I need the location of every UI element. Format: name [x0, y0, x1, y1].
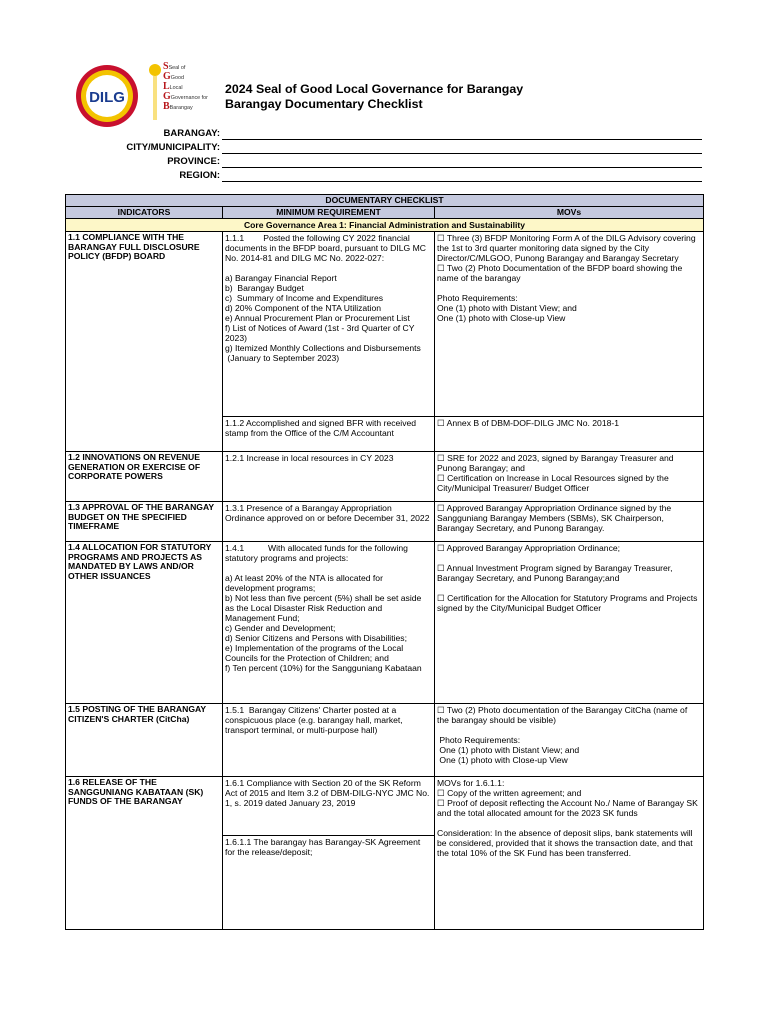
table-row: [66, 777, 704, 930]
sglgb-logo: [145, 62, 225, 124]
movs-cell: ☐ Two (2) Photo documentation of the Barangay CitCha (name of the barangay should be visible) Photo Requirements: One (1) photo with Distant View; and One (1) photo with Close-up View: [435, 704, 704, 777]
column-header-movs: MOVs: [435, 207, 704, 219]
table-row: [66, 704, 704, 777]
title-block: [225, 82, 523, 112]
indicator-cell: 1.5 POSTING OF THE BARANGAY CITIZEN'S CHARTER (CitCha): [66, 704, 223, 777]
dilg-logo: [75, 64, 139, 128]
indicator-cell: 1.2 INNOVATIONS ON REVENUE GENERATION OR EXERCISE OF CORPORATE POWERS: [66, 452, 223, 502]
table-row: [66, 542, 704, 704]
documentary-checklist-table: [65, 194, 704, 930]
seal-line-2: GGood: [163, 71, 184, 82]
movs-cell: ☐ Three (3) BFDP Monitoring Form A of the DILG Advisory covering the 1st to 3rd quarter monitoring data signed by the City Director/C/MLGOO, Punong Barangay and Barangay Secretary ☐ Two (2) Photo Documentation of the BFDP board showing the name of the barangay Photo Requirements: One (1) photo with Distant View; and One (1) photo with Close-up View ☐ Annex B of DBM-DOF-DILG JMC No. 2018-1: [435, 232, 704, 452]
table-title: DOCUMENTARY CHECKLIST: [66, 195, 704, 207]
movs-cell: ☐ Approved Barangay Appropriation Ordinance; ☐ Annual Investment Program signed by Barangay Treasurer, Barangay Secretary, and Punong Barangay;and ☐ Certification for the Allocation for Statutory Programs and Projects signed by the City/Municipal Budget Officer: [435, 542, 704, 704]
city-municipality-field[interactable]: CITY/MUNICIPALITY:: [0, 142, 768, 156]
column-header-minimum-requirement: MINIMUM REQUIREMENT: [223, 207, 435, 219]
table-row: [66, 452, 704, 502]
movs-cell: ☐ SRE for 2022 and 2023, signed by Barangay Treasurer and Punong Barangay; and ☐ Certification on Increase in Local Resources signed by the City/Municipal Treasurer/ Budget Officer: [435, 452, 704, 502]
column-header-indicators: INDICATORS: [66, 207, 223, 219]
requirement-cell: 1.4.1 With allocated funds for the following statutory programs and projects: a) At least 20% of the NTA is allocated for development programs; b) Not less than five percent (5%) shall be set aside as the Local Disaster Risk Reduction and Management Fund; c) Gender and Development; d) Senior Citizens and Persons with Disabilities; e) Implementation of the programs of the Local Councils for the Protection of Children; and f) Ten percent (10%) for the Sangguniang Kabataan: [223, 542, 435, 704]
indicator-cell: 1.4 ALLOCATION FOR STATUTORY PROGRAMS AND PROJECTS AS MANDATED BY LAWS AND/OR OTHER ISSUANCES: [66, 542, 223, 704]
page-subtitle: Barangay Documentary Checklist: [225, 97, 423, 111]
indicator-cell: 1.1 COMPLIANCE WITH THE BARANGAY FULL DISCLOSURE POLICY (BFDP) BOARD: [66, 232, 223, 452]
requirement-cell: 1.3.1 Presence of a Barangay Appropriation Ordinance approved on or before December 31, 2022: [223, 502, 435, 542]
requirement-cell: 1.1.1 Posted the following CY 2022 financial documents in the BFDP board, pursuant to DILG MC No. 2014-81 and DILG MC No. 2022-027: a) Barangay Financial Report b) Barangay Budget c) Summary of Income and Expenditures d) 20% Component of the NTA Utilization e) Annual Procurement Plan or Procurement List f) List of Notices of Award (1st - 3rd Quarter of CY 2023) g) Itemized Monthly Collections and Disbursements (January to September 2023) 1.1.2 Accomplished and signed BFR with received stamp from the Office of the C/M Accountant: [223, 232, 435, 452]
svg-text:DILG: DILG: [89, 89, 125, 106]
requirement-cell: 1.5.1 Barangay Citizens' Charter posted at a conspicuous place (e.g. barangay hall, market, transport terminal, or multi-purpose hall): [223, 704, 435, 777]
seal-line-5: BBarangay: [163, 101, 193, 112]
seal-line-3: LLocal: [163, 81, 183, 92]
requirement-cell: 1.6.1 Compliance with Section 20 of the SK Reform Act of 2015 and Item 3.2 of DBM-DILG-NYC JMC No. 1, s. 2019 dated January 23, 2019 1.6.1.1 The barangay has Barangay-SK Agreement for the release/deposit;: [223, 777, 435, 930]
table-row: [66, 502, 704, 542]
indicator-cell: 1.6 RELEASE OF THE SANGGUNIANG KABATAAN (SK) FUNDS OF THE BARANGAY: [66, 777, 223, 930]
movs-cell: MOVs for 1.6.1.1: ☐ Copy of the written agreement; and ☐ Proof of deposit reflecting the Account No./ Name of Barangay SK and the total allocated amount for the 2023 SK funds Consideration: In the absence of deposit slips, bank statements will be considered, provided that it shows the transaction date, and that the total 10% of the SK Fund has been transferred.: [435, 777, 704, 930]
governance-area-title: Core Governance Area 1: Financial Administration and Sustainability: [66, 219, 704, 232]
seal-line-4: GGovernance for: [163, 91, 208, 102]
table-row: [66, 232, 704, 452]
requirement-cell: 1.2.1 Increase in local resources in CY 2023: [223, 452, 435, 502]
region-field[interactable]: REGION:: [0, 170, 768, 184]
province-field[interactable]: PROVINCE:: [0, 156, 768, 170]
sun-icon: [145, 62, 165, 122]
seal-line-1: SSeal of: [163, 61, 186, 72]
document-header: [75, 62, 695, 122]
barangay-field[interactable]: BARANGAY:: [0, 128, 768, 142]
indicator-cell: 1.3 APPROVAL OF THE BARANGAY BUDGET ON THE SPECIFIED TIMEFRAME: [66, 502, 223, 542]
page-title: 2024 Seal of Good Local Governance for Barangay: [225, 82, 524, 96]
movs-cell: ☐ Approved Barangay Appropriation Ordinance signed by the Sangguniang Barangay Members (SBMs), SK Chairperson, Barangay Secretary, and Punong Barangay.: [435, 502, 704, 542]
